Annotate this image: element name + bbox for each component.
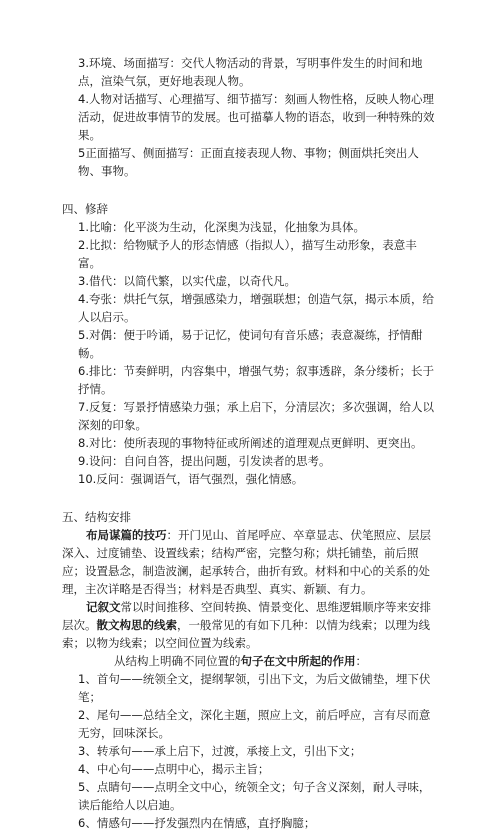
position-intro-bold: 句子在文中所起的作用: [240, 654, 356, 668]
sentence-role-item: 5、点睛句——点明全文中心，统领全文；句子含义深刻，耐人寻味，读后能给人以启迪。: [78, 780, 431, 812]
layout-techniques-label: 布局谋篇的技巧: [86, 528, 167, 542]
sentence-role-item: 1、首句——统领全文，提纲挈领，引出下文，为后文做铺垫，埋下伏笔；: [78, 672, 431, 704]
sentence-role-item: 6、情感句——抒发强烈内在情感，直抒胸臆；: [78, 816, 316, 830]
rhetoric-item: 10.反问：强调语气，语气强烈，强化情感。: [78, 472, 304, 486]
prose-thread-text: ，一般常见的有如下几种：以情为线索；以理为线索；以物为线索；以空间位置为线索。: [62, 618, 430, 650]
paragraph-front-side-description: 5正面描写、侧面描写：正面直接表现人物、事物；侧面烘托突出人物、事物。: [78, 146, 419, 178]
paragraph-narrative-prose: [62, 598, 438, 652]
sentence-role-item: 3、转承句——承上启下，过渡，承接上文，引出下文；: [78, 744, 362, 758]
paragraph-sentence-position-intro: [62, 652, 438, 670]
sentence-role-item: 2、尾句——总结全文，深化主题，照应上文，前后呼应，言有尽而意无穷，回味深长。: [78, 708, 431, 740]
rhetoric-item: 3.借代：以简代繁，以实代虚，以奇代凡。: [78, 274, 296, 288]
layout-techniques-text: ：开门见山、首尾呼应、卒章显志、伏笔照应、层层深入、过度铺垫、设置线索；结构严密，完整匀称；烘托铺垫，前后照应；设置悬念，制造波澜，起承转合，曲折有致。材料和中心的关系的处理，主次详略是否得当；材料是否典型、真实、新颖、有力。: [62, 528, 431, 596]
narrative-label: 记叙文: [86, 600, 121, 614]
narrative-text: 常以时间推移、空间转换、情景变化、思维逻辑顺序等来安排层次。: [62, 600, 431, 632]
rhetoric-item: 7.反复：写景抒情感染力强；承上启下，分清层次；多次强调，给人以深刻的印象。: [78, 400, 434, 432]
section-heading-structure: 五、结构安排: [62, 510, 131, 524]
paragraph-dialogue-description: 4.人物对话描写、心理描写、细节描写：刻画人物性格，反映人物心理活动，促进故事情节的发展。也可描摹人物的语态，收到一种特殊的效果。: [78, 92, 435, 142]
rhetoric-item: 1.比喻：化平淡为生动，化深奥为浅显，化抽象为具体。: [78, 220, 365, 234]
rhetoric-item: 4.夸张：烘托气氛，增强感染力，增强联想；创造气氛，揭示本质，给人以启示。: [78, 292, 434, 324]
prose-thread-label: 散文构思的线索: [96, 618, 177, 632]
sentence-role-item: 4、中心句——点明中心，揭示主旨；: [78, 762, 270, 776]
rhetoric-item: 6.排比：节奏鲜明，内容集中，增强气势；叙事透辟，条分缕析；长于抒情。: [78, 364, 434, 396]
rhetoric-item: 9.设问：自问自答，提出问题，引发读者的思考。: [78, 454, 331, 468]
position-intro-end: ：: [355, 654, 367, 668]
section-heading-rhetoric: 四、修辞: [62, 202, 108, 216]
paragraph-environment-description: 3.环境、场面描写：交代人物活动的背景，写明事件发生的时间和地点，渲染气氛，更好地表现人物。: [78, 56, 423, 88]
rhetoric-item: 2.比拟：给物赋予人的形态情感（指拟人），描写生动形象，表意丰富。: [78, 238, 417, 270]
rhetoric-item: 8.对比：使所表现的事物特征或所阐述的道理观点更鲜明、更突出。: [78, 436, 423, 450]
rhetoric-item: 5.对偶：便于吟诵，易于记忆，使词句有音乐感；表意凝练，抒情酣畅。: [78, 328, 423, 360]
paragraph-layout-techniques: [62, 526, 438, 598]
position-intro-text: 从结构上明确不同位置的: [114, 654, 241, 668]
